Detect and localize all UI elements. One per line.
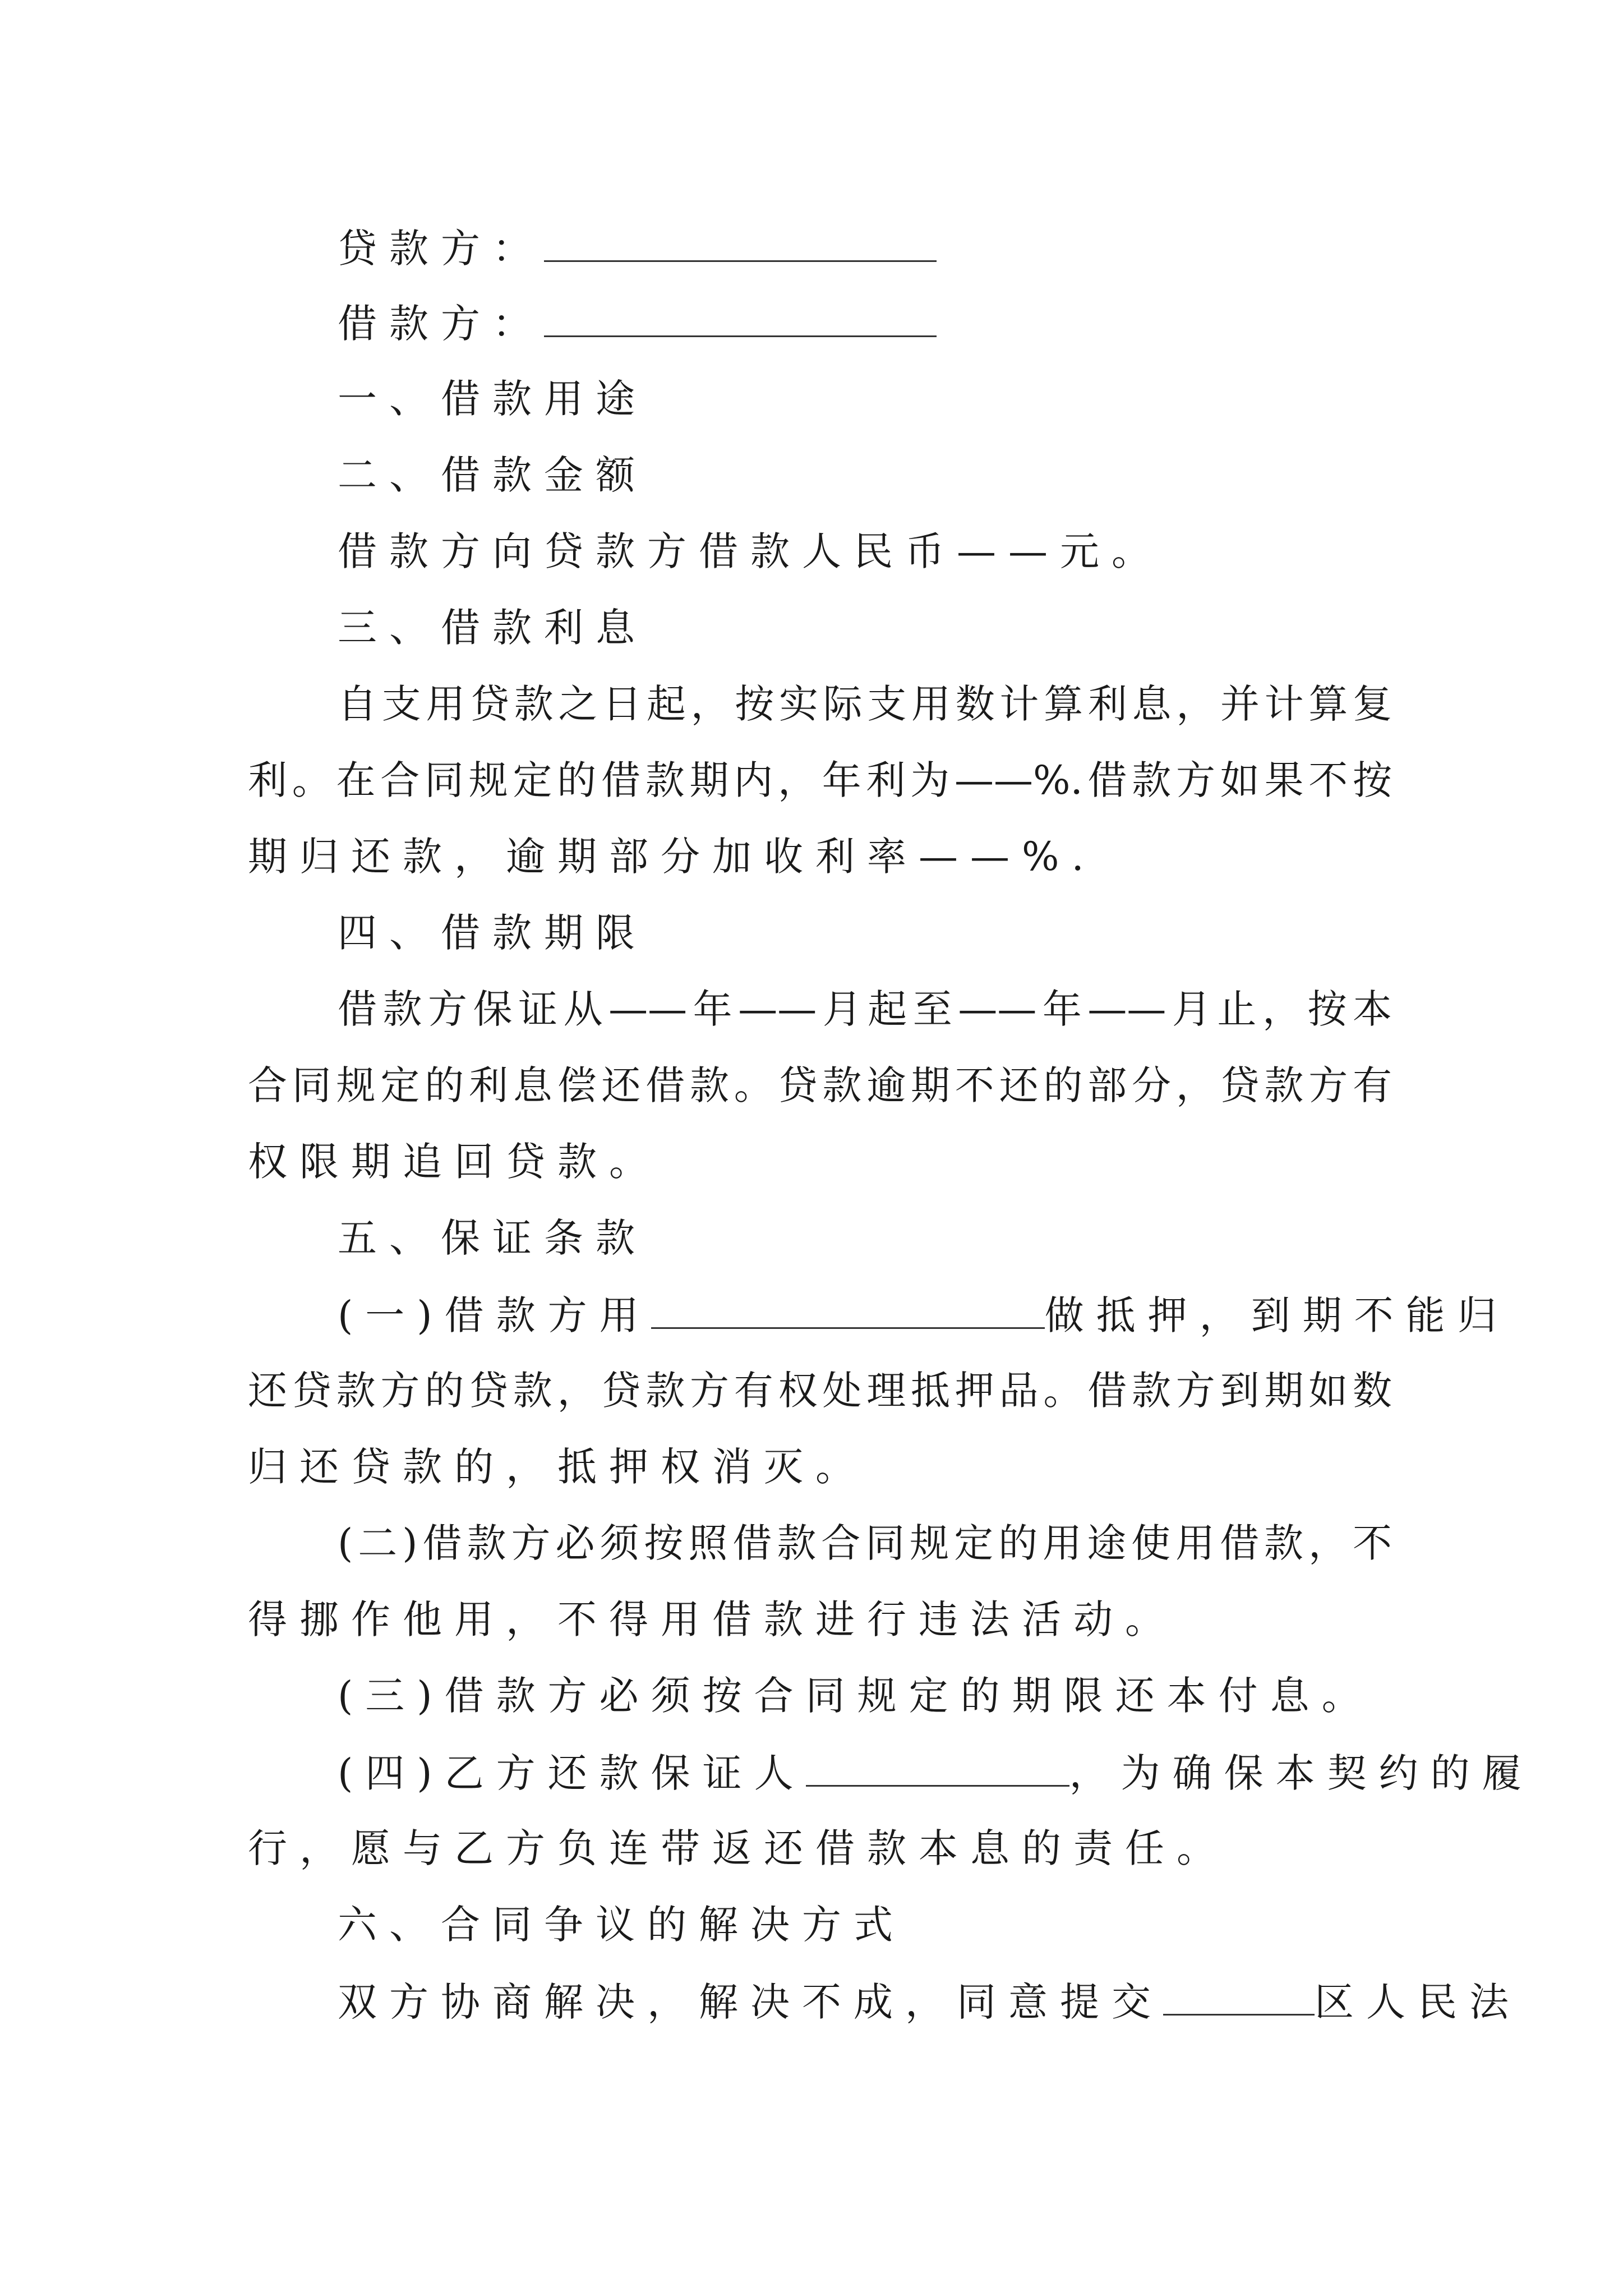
lender-line [338,226,1392,272]
paragraph-term-line-1: 借款方保证从——年——月起至——年——月止，按本 [338,986,1392,1032]
collateral-blank [651,1295,1045,1329]
lender-label: 贷款方： [338,226,544,272]
borrower-line [338,301,1392,347]
paragraph-interest-line-2: 利。在合同规定的借款期内，年利为——%.借款方如果不按 [248,757,1392,803]
paragraph-term-line-3: 权限期追回贷款。 [248,1139,661,1185]
clause-3: (三)借款方必须按合同规定的期限还本付息。 [338,1673,1373,1719]
paragraph-interest-line-1: 自支用贷款之日起，按实际支用数计算利息，并计算复 [338,681,1392,727]
dispute-text-after: 区人民法 [1315,1979,1521,2025]
clause-1-line-1 [338,1292,1509,1338]
section-heading-interest: 三、借款利息 [338,605,647,651]
clause-1-line-3: 归还贷款的，抵押权消灭。 [248,1444,867,1490]
section-heading-purpose: 一、借款用途 [338,376,647,422]
section-heading-term: 四、借款期限 [338,910,647,956]
paragraph-dispute [338,1979,1521,2025]
clause-1-text-after: 做抵押，到期不能归 [1044,1292,1509,1338]
paragraph-term-line-2: 合同规定的利息偿还借款。贷款逾期不还的部分，贷款方有 [248,1062,1392,1108]
clause-2-line-1: (二)借款方必须按照借款合同规定的用途使用借款，不 [338,1520,1392,1566]
clause-4-line-2: 行，愿与乙方负连带返还借款本息的责任。 [248,1825,1228,1871]
lender-blank [544,228,937,262]
borrower-label: 借款方： [338,301,544,347]
clause-1-line-2: 还贷款方的贷款，贷款方有权处理抵押品。借款方到期如数 [248,1368,1392,1414]
guarantor-blank [806,1752,1069,1787]
paragraph-interest-line-3: 期归还款，逾期部分加收利率——%. [248,834,1096,880]
section-heading-dispute: 六、合同争议的解决方式 [338,1902,905,1948]
court-blank [1163,1981,1315,2016]
clause-4-line-1 [338,1750,1534,1796]
dispute-text-before: 双方协商解决，解决不成，同意提交 [338,1979,1163,2025]
borrower-blank [544,303,937,337]
clause-1-text-before: (一)借款方用 [338,1292,651,1338]
clause-4-text-after: ，为确保本契约的履 [1069,1750,1534,1796]
clause-4-text-before: (四)乙方还款保证人 [338,1750,806,1796]
section-heading-amount: 二、借款金额 [338,452,647,498]
clause-2-line-2: 得挪作他用，不得用借款进行违法活动。 [248,1596,1177,1642]
section-heading-guarantee: 五、保证条款 [338,1215,647,1261]
paragraph-amount: 借款方向贷款方借款人民币——元。 [338,528,1163,574]
